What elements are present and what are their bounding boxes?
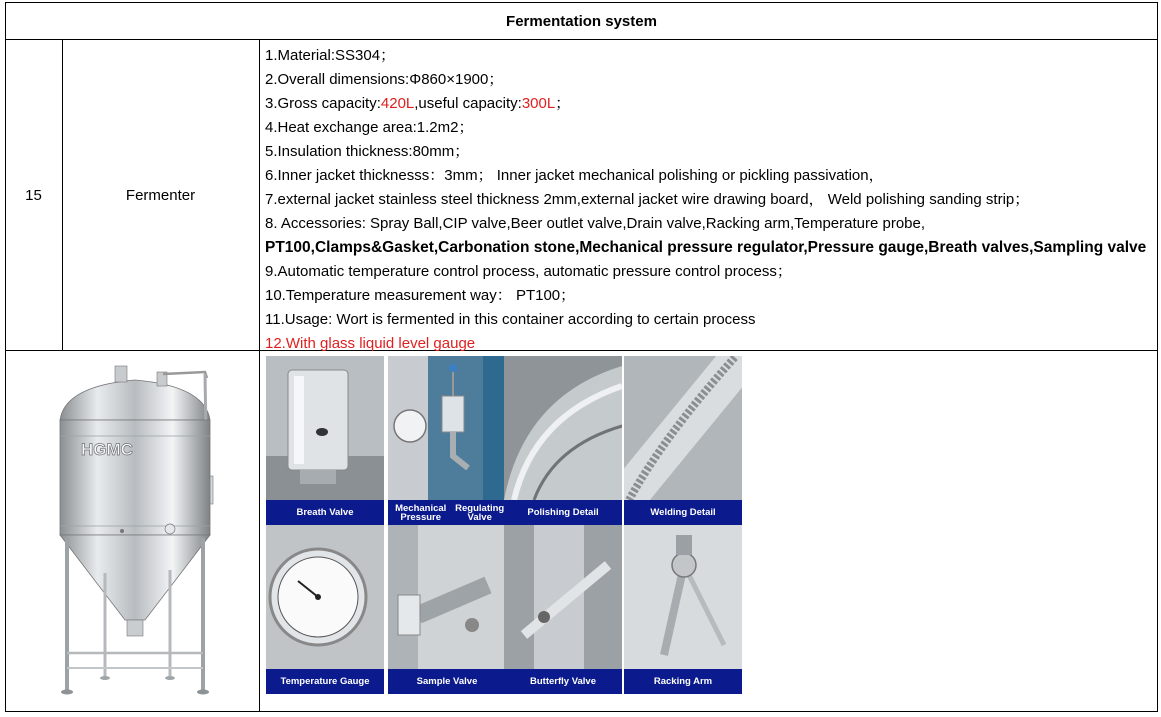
spec-accessories-cont: PT100,Clamps&Gasket,Carbonation stone,Mechanical pressure regulator,Pressure gauge,Breath valves,Sampling valve [265, 239, 1147, 256]
spec-insulation: 5.Insulation thickness:80mm； [265, 143, 470, 160]
spec-capacity-end: ； [555, 95, 571, 112]
tile-breath-valve [266, 356, 384, 525]
spec-temperature: 10.Temperature measurement way： PT100； [265, 287, 576, 304]
pressure-valve-photo [388, 356, 506, 500]
tile-pressure-valve [388, 356, 506, 525]
divider-name [259, 40, 260, 712]
polishing-photo [504, 356, 622, 500]
welding-photo [624, 356, 742, 500]
polishing-caption: Polishing Detail [504, 500, 622, 525]
tile-temperature-gauge [266, 525, 384, 694]
row-name: Fermenter [125, 186, 196, 204]
sample-valve-photo [388, 525, 506, 669]
fermenter-logo: HGMC [81, 440, 133, 459]
breath-valve-caption: Breath Valve [266, 500, 384, 525]
fermenter-image [45, 358, 225, 703]
tile-racking-arm [624, 525, 742, 694]
spec-capacity-label: 3.Gross capacity: [265, 95, 381, 112]
row-number: 15 [25, 186, 42, 204]
welding-caption: Welding Detail [624, 500, 742, 525]
spec-external-jacket: 7.external jacket stainless steel thickness 2mm,external jacket wire drawing board， Weld polishing sanding strip； [265, 191, 1030, 208]
useful-capacity-value: 300L [521, 95, 556, 112]
tile-sample-valve [388, 525, 506, 694]
racking-arm-caption: Racking Arm [624, 669, 742, 694]
table-title: Fermentation system [506, 12, 657, 30]
tile-welding [624, 356, 742, 525]
tile-polishing [504, 356, 622, 525]
butterfly-valve-caption: Butterfly Valve [504, 669, 622, 694]
spec-list [265, 44, 1155, 356]
temperature-gauge-caption: Temperature Gauge [266, 669, 384, 694]
spec-capacity [265, 92, 1155, 116]
tile-butterfly-valve [504, 525, 622, 694]
gross-capacity-value: 420L [380, 95, 415, 112]
spec-dimensions: 2.Overall dimensions:Φ860×1900； [265, 71, 504, 88]
spec-capacity-mid: ,useful capacity: [414, 95, 522, 112]
spec-accessories: 8. Accessories: Spray Ball,CIP valve,Beer outlet valve,Drain valve,Racking arm,Temperature probe, [265, 215, 926, 232]
spec-inner-jacket: 6.Inner jacket thicknesss：3mm； Inner jacket mechanical polishing or pickling passivation， [265, 167, 884, 184]
detail-photo-grid [266, 356, 736, 694]
spec-level-gauge: 12.With glass liquid level gauge [265, 335, 476, 352]
breath-valve-photo [266, 356, 384, 500]
pressure-valve-caption: Mechanical Pressure Regulating Valve [388, 500, 506, 525]
spec-usage: 11.Usage: Wort is fermented in this container according to certain process [265, 311, 756, 328]
temperature-gauge-photo [266, 525, 384, 669]
spec-control: 9.Automatic temperature control process, automatic pressure control process； [265, 263, 792, 280]
spec-material: 1.Material:SS304； [265, 47, 396, 64]
racking-arm-photo [624, 525, 742, 669]
butterfly-valve-photo [504, 525, 622, 669]
spec-heat-exchange: 4.Heat exchange area:1.2m2； [265, 119, 474, 136]
sample-valve-caption: Sample Valve [388, 669, 506, 694]
